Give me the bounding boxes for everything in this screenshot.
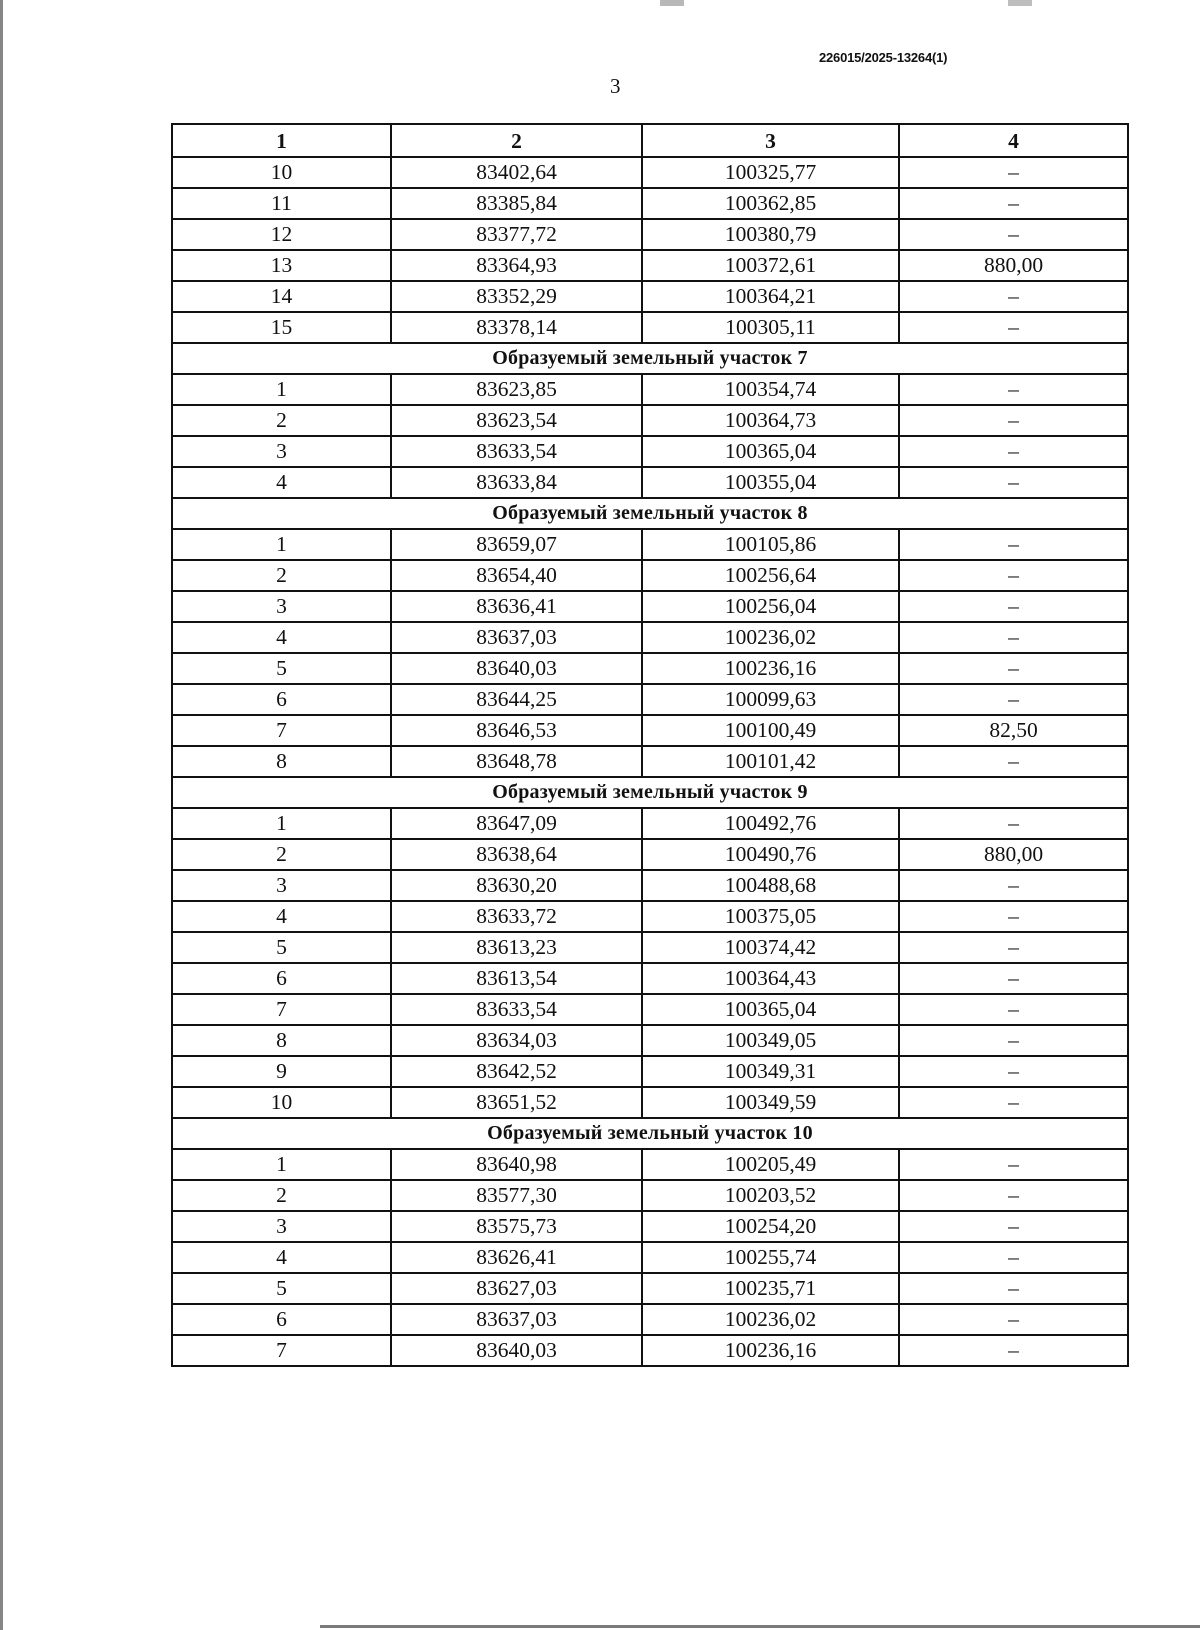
- table-row: [172, 250, 1128, 281]
- distance-cell: –: [899, 808, 1128, 839]
- point-number-cell: 14: [172, 281, 391, 312]
- distance-cell: –: [899, 622, 1128, 653]
- coordinate-y-cell: 100364,73: [642, 405, 899, 436]
- column-header: 4: [899, 124, 1128, 157]
- distance-cell: –: [899, 467, 1128, 498]
- table-row: [172, 1180, 1128, 1211]
- section-title: Образуемый земельный участок 10: [172, 1118, 1128, 1149]
- coordinate-y-cell: 100105,86: [642, 529, 899, 560]
- coordinate-y-cell: 100349,59: [642, 1087, 899, 1118]
- distance-cell: –: [899, 591, 1128, 622]
- point-number-cell: 6: [172, 684, 391, 715]
- coordinate-x-cell: 83633,84: [391, 467, 642, 498]
- table-row: [172, 746, 1128, 777]
- point-number-cell: 6: [172, 963, 391, 994]
- point-number-cell: 7: [172, 994, 391, 1025]
- coordinate-x-cell: 83377,72: [391, 219, 642, 250]
- distance-cell: –: [899, 1242, 1128, 1273]
- distance-cell: –: [899, 560, 1128, 591]
- point-number-cell: 7: [172, 1335, 391, 1366]
- coordinate-y-cell: 100254,20: [642, 1211, 899, 1242]
- coordinate-x-cell: 83659,07: [391, 529, 642, 560]
- table-row: [172, 1273, 1128, 1304]
- coordinate-x-cell: 83633,72: [391, 901, 642, 932]
- coordinate-x-cell: 83623,85: [391, 374, 642, 405]
- coordinate-y-cell: 100305,11: [642, 312, 899, 343]
- section-title: Образуемый земельный участок 9: [172, 777, 1128, 808]
- table-row: [172, 932, 1128, 963]
- distance-cell: –: [899, 188, 1128, 219]
- coordinate-y-cell: 100236,16: [642, 1335, 899, 1366]
- table-row: [172, 529, 1128, 560]
- coordinate-y-cell: 100236,02: [642, 622, 899, 653]
- table-row: [172, 219, 1128, 250]
- table-row: [172, 188, 1128, 219]
- point-number-cell: 5: [172, 653, 391, 684]
- point-number-cell: 4: [172, 901, 391, 932]
- section-title: Образуемый земельный участок 8: [172, 498, 1128, 529]
- distance-cell: –: [899, 374, 1128, 405]
- coordinate-x-cell: 83638,64: [391, 839, 642, 870]
- coordinate-x-cell: 83633,54: [391, 994, 642, 1025]
- coordinate-x-cell: 83385,84: [391, 188, 642, 219]
- scan-left-edge: [0, 0, 3, 1630]
- coordinate-x-cell: 83613,54: [391, 963, 642, 994]
- distance-cell: –: [899, 1211, 1128, 1242]
- table-row: [172, 1211, 1128, 1242]
- distance-cell: –: [899, 281, 1128, 312]
- coordinate-y-cell: 100380,79: [642, 219, 899, 250]
- table-row: [172, 808, 1128, 839]
- coordinate-x-cell: 83654,40: [391, 560, 642, 591]
- column-header: 2: [391, 124, 642, 157]
- coordinate-x-cell: 83646,53: [391, 715, 642, 746]
- coordinate-y-cell: 100355,04: [642, 467, 899, 498]
- coordinate-y-cell: 100100,49: [642, 715, 899, 746]
- table-row: [172, 715, 1128, 746]
- point-number-cell: 3: [172, 1211, 391, 1242]
- distance-cell: –: [899, 219, 1128, 250]
- section-heading-row: [172, 1118, 1128, 1149]
- table-row: [172, 1335, 1128, 1366]
- distance-cell: –: [899, 1335, 1128, 1366]
- coordinate-x-cell: 83636,41: [391, 591, 642, 622]
- point-number-cell: 1: [172, 808, 391, 839]
- coordinate-x-cell: 83637,03: [391, 622, 642, 653]
- coordinate-y-cell: 100490,76: [642, 839, 899, 870]
- coordinate-x-cell: 83577,30: [391, 1180, 642, 1211]
- coordinate-x-cell: 83651,52: [391, 1087, 642, 1118]
- point-number-cell: 8: [172, 1025, 391, 1056]
- table-row: [172, 312, 1128, 343]
- point-number-cell: 3: [172, 436, 391, 467]
- table-row: [172, 1056, 1128, 1087]
- table-header-row: [172, 124, 1128, 157]
- coordinate-y-cell: 100235,71: [642, 1273, 899, 1304]
- document-number: 226015/2025-13264(1): [819, 50, 948, 65]
- coordinate-y-cell: 100349,05: [642, 1025, 899, 1056]
- point-number-cell: 1: [172, 1149, 391, 1180]
- coordinate-y-cell: 100364,21: [642, 281, 899, 312]
- point-number-cell: 1: [172, 529, 391, 560]
- table-row: [172, 870, 1128, 901]
- coordinate-y-cell: 100236,16: [642, 653, 899, 684]
- distance-cell: –: [899, 1087, 1128, 1118]
- coordinate-x-cell: 83633,54: [391, 436, 642, 467]
- distance-cell: –: [899, 1180, 1128, 1211]
- table-row: [172, 157, 1128, 188]
- distance-cell: –: [899, 436, 1128, 467]
- coordinate-x-cell: 83637,03: [391, 1304, 642, 1335]
- table-row: [172, 374, 1128, 405]
- coordinate-x-cell: 83613,23: [391, 932, 642, 963]
- distance-cell: –: [899, 901, 1128, 932]
- coordinate-y-cell: 100256,64: [642, 560, 899, 591]
- distance-cell: –: [899, 1025, 1128, 1056]
- section-heading-row: [172, 777, 1128, 808]
- table-row: [172, 1304, 1128, 1335]
- point-number-cell: 4: [172, 622, 391, 653]
- point-number-cell: 2: [172, 405, 391, 436]
- distance-cell: –: [899, 405, 1128, 436]
- distance-cell: –: [899, 684, 1128, 715]
- coordinate-x-cell: 83364,93: [391, 250, 642, 281]
- table-row: [172, 684, 1128, 715]
- coordinate-x-cell: 83623,54: [391, 405, 642, 436]
- coordinate-x-cell: 83642,52: [391, 1056, 642, 1087]
- point-number-cell: 7: [172, 715, 391, 746]
- coordinate-y-cell: 100203,52: [642, 1180, 899, 1211]
- table-row: [172, 560, 1128, 591]
- distance-cell: –: [899, 746, 1128, 777]
- distance-cell: –: [899, 1149, 1128, 1180]
- coordinate-x-cell: 83352,29: [391, 281, 642, 312]
- page-number: 3: [610, 74, 621, 98]
- coordinate-x-cell: 83647,09: [391, 808, 642, 839]
- distance-cell: 82,50: [899, 715, 1128, 746]
- coordinate-y-cell: 100325,77: [642, 157, 899, 188]
- point-number-cell: 10: [172, 1087, 391, 1118]
- distance-cell: 880,00: [899, 839, 1128, 870]
- coordinate-y-cell: 100362,85: [642, 188, 899, 219]
- table-row: [172, 994, 1128, 1025]
- coordinate-y-cell: 100205,49: [642, 1149, 899, 1180]
- point-number-cell: 4: [172, 467, 391, 498]
- coordinate-x-cell: 83402,64: [391, 157, 642, 188]
- coordinate-y-cell: 100256,04: [642, 591, 899, 622]
- table-row: [172, 1149, 1128, 1180]
- point-number-cell: 12: [172, 219, 391, 250]
- point-number-cell: 5: [172, 932, 391, 963]
- point-number-cell: 11: [172, 188, 391, 219]
- coordinate-x-cell: 83634,03: [391, 1025, 642, 1056]
- column-header: 1: [172, 124, 391, 157]
- coordinate-y-cell: 100255,74: [642, 1242, 899, 1273]
- distance-cell: –: [899, 157, 1128, 188]
- coordinate-x-cell: 83648,78: [391, 746, 642, 777]
- distance-cell: –: [899, 1304, 1128, 1335]
- table-row: [172, 405, 1128, 436]
- point-number-cell: 3: [172, 591, 391, 622]
- scan-bottom-edge: [320, 1625, 1200, 1628]
- point-number-cell: 4: [172, 1242, 391, 1273]
- table-row: [172, 467, 1128, 498]
- point-number-cell: 9: [172, 1056, 391, 1087]
- coordinate-x-cell: 83640,98: [391, 1149, 642, 1180]
- distance-cell: –: [899, 653, 1128, 684]
- table-row: [172, 653, 1128, 684]
- coordinate-x-cell: 83627,03: [391, 1273, 642, 1304]
- coordinate-x-cell: 83630,20: [391, 870, 642, 901]
- coordinate-y-cell: 100099,63: [642, 684, 899, 715]
- coordinate-x-cell: 83644,25: [391, 684, 642, 715]
- coordinates-table-body: [172, 124, 1128, 1366]
- coordinate-y-cell: 100492,76: [642, 808, 899, 839]
- section-heading-row: [172, 498, 1128, 529]
- point-number-cell: 1: [172, 374, 391, 405]
- table-row: [172, 1025, 1128, 1056]
- coordinate-x-cell: 83640,03: [391, 653, 642, 684]
- point-number-cell: 2: [172, 1180, 391, 1211]
- distance-cell: –: [899, 932, 1128, 963]
- coordinate-y-cell: 100364,43: [642, 963, 899, 994]
- table-row: [172, 1242, 1128, 1273]
- distance-cell: –: [899, 529, 1128, 560]
- coordinate-x-cell: 83378,14: [391, 312, 642, 343]
- table-row: [172, 436, 1128, 467]
- coordinate-y-cell: 100488,68: [642, 870, 899, 901]
- section-heading-row: [172, 343, 1128, 374]
- coordinate-y-cell: 100372,61: [642, 250, 899, 281]
- coordinate-y-cell: 100374,42: [642, 932, 899, 963]
- column-header: 3: [642, 124, 899, 157]
- point-number-cell: 15: [172, 312, 391, 343]
- distance-cell: –: [899, 994, 1128, 1025]
- coordinate-y-cell: 100375,05: [642, 901, 899, 932]
- distance-cell: –: [899, 963, 1128, 994]
- point-number-cell: 5: [172, 1273, 391, 1304]
- coordinates-table: [171, 123, 1129, 1367]
- table-row: [172, 591, 1128, 622]
- table-row: [172, 622, 1128, 653]
- point-number-cell: 13: [172, 250, 391, 281]
- point-number-cell: 3: [172, 870, 391, 901]
- table-row: [172, 1087, 1128, 1118]
- table-row: [172, 281, 1128, 312]
- table-row: [172, 839, 1128, 870]
- coordinate-y-cell: 100365,04: [642, 436, 899, 467]
- scan-top-edge: [0, 0, 1200, 6]
- coordinate-y-cell: 100354,74: [642, 374, 899, 405]
- point-number-cell: 8: [172, 746, 391, 777]
- table-row: [172, 963, 1128, 994]
- distance-cell: –: [899, 1273, 1128, 1304]
- table-row: [172, 901, 1128, 932]
- distance-cell: –: [899, 1056, 1128, 1087]
- distance-cell: –: [899, 870, 1128, 901]
- point-number-cell: 6: [172, 1304, 391, 1335]
- coordinate-y-cell: 100101,42: [642, 746, 899, 777]
- distance-cell: –: [899, 312, 1128, 343]
- coordinate-x-cell: 83626,41: [391, 1242, 642, 1273]
- distance-cell: 880,00: [899, 250, 1128, 281]
- point-number-cell: 2: [172, 560, 391, 591]
- point-number-cell: 2: [172, 839, 391, 870]
- point-number-cell: 10: [172, 157, 391, 188]
- coordinate-y-cell: 100349,31: [642, 1056, 899, 1087]
- coordinate-x-cell: 83575,73: [391, 1211, 642, 1242]
- coordinate-y-cell: 100236,02: [642, 1304, 899, 1335]
- coordinate-x-cell: 83640,03: [391, 1335, 642, 1366]
- section-title: Образуемый земельный участок 7: [172, 343, 1128, 374]
- coordinate-y-cell: 100365,04: [642, 994, 899, 1025]
